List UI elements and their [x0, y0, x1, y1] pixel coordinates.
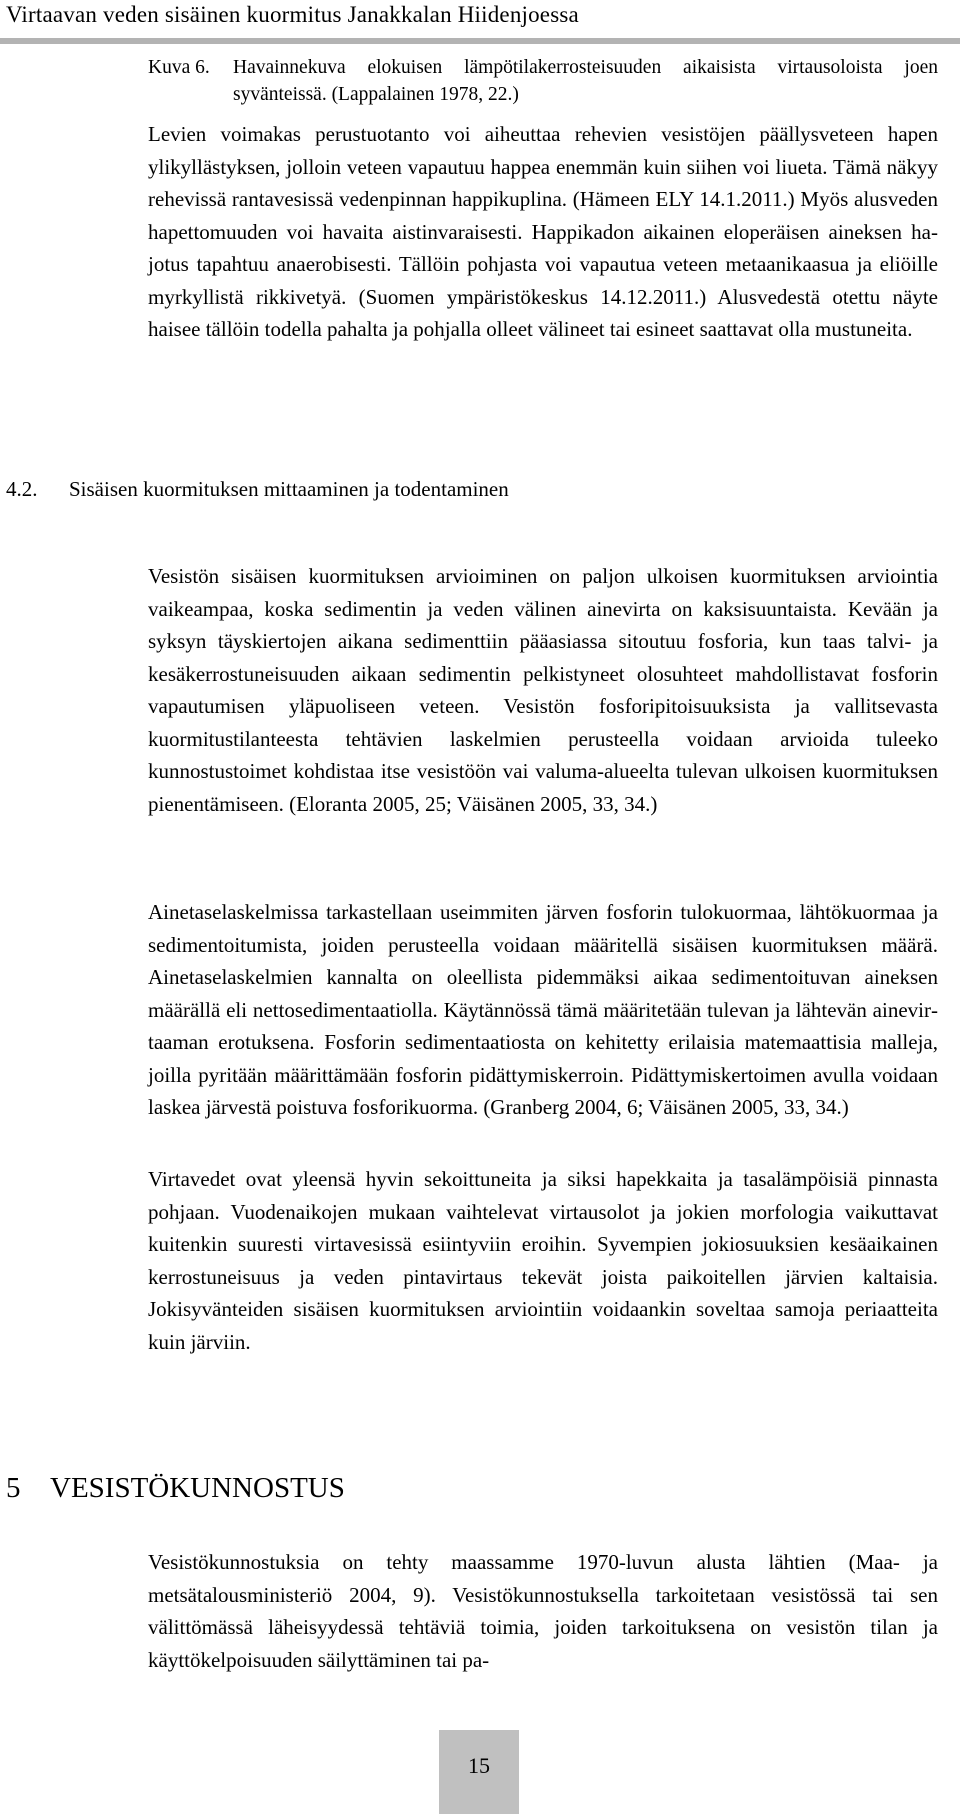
page-number: 15	[439, 1730, 519, 1814]
paragraph-mass-balance: Ainetaselaskelmissa tarkastellaan useimmiten järven fosforin tulokuormaa, lähtökuormaa ja sedimentoitumista, joiden perusteella voidaan määritellä sisäisen kuormituksen määrä. Ainetaselaskelmien kannalta on oleellista pidemmäksi aikaa sedimentoituvan aineksen määrällä eli nettosedimentaatiolla. Käytännössä tämä määritetään tulevan ja lähtevän ainevirtaaman erotuksena. Fosforin sedimentaatiosta on kehitetty erilaisia matemaattisia malleja, joilla pyritään määrittämään fosforin pidättymiskerroin. Pidättymiskertoimen avulla voidaan laskea järvestä poistuva fosforikuorma. (Granberg 2004, 6; Väisänen 2005, 33, 34.)	[148, 900, 938, 1119]
figure-caption-text: Havainnekuva elokuisen lämpötilakerrosteisuuden aikaisista virtausoloista joen syvänteissä. (Lappalainen 1978, 22.)	[233, 57, 938, 105]
running-header	[0, 0, 960, 44]
chapter-number: 5	[6, 1472, 21, 1504]
section-heading-4-2	[6, 474, 509, 504]
figure-caption-label: Kuva 6.	[148, 57, 210, 78]
paragraph-running-waters: Virtavedet ovat yleensä hyvin sekoittuneita ja siksi hapekkaita ja tasalämpöisiä pinnasta pohjaan. Vuodenaikojen mukaan vaihtelevat virtausolot ja jokien morfologia vaikuttavat kuitenkin suuresti virtavesissä esiintyviin eroihin. Syvempien jokiosuuksien kesäaikainen kerrostuneisuus ja veden pintavirtaus tekevät joista paikoitellen järvien kaltaisia. Jokisyvänteiden sisäisen kuormituksen arviointiin voidaankin soveltaa samoja periaatteita kuin järviin.	[148, 1167, 938, 1354]
running-title: Virtaavan veden sisäinen kuormitus Janakkalan Hiidenjoessa	[6, 2, 579, 27]
paragraph-oxygen: Levien voimakas perustuotanto voi aiheuttaa rehevien vesistöjen päällysveteen hapen ylikyllästyksen, jolloin veteen vapautuu happea enemmän kuin siihen voi liueta. Tämä näkyy rehevissä rantavesissä vedenpinnan happikuplina. (Hämeen ELY 14.1.2011.) Myös alusveden hapettomuuden voi havaita aistinvaraisesti. Happikadon aikainen eloperäisen aineksen hajotus tapahtuu anaerobisesti. Tällöin pohjasta voi vapautua veteen metaanikaasua ja eliöille myrkyllistä rikkivetyä. (Suomen ympäristökeskus 14.12.2011.) Alusvedestä otettu näyte haisee tällöin todella pahalta ja pohjalla olleet välineet tai esineet saattavat olla mustuneita.	[148, 122, 938, 341]
paragraph-internal-load-assessment: Vesistön sisäisen kuormituksen arvioiminen on paljon ulkoisen kuormituksen arviointia vaikeampaa, koska sedimentin ja veden välinen ainevirta on kaksisuuntaista. Kevään ja syksyn täyskiertojen aikana sedimenttiin pääasiassa sitoutuu fosforia, kun taas talvi- ja kesäkerrostuneisuuden aikaan sedimentin pelkistyneet olosuhteet mahdollistavat fosforin vapautumisen yläpuoliseen veteen. Vesistön fosforipitoisuuksista ja vallitsevasta kuormitustilanteesta tehtävien laskelmien perusteella voidaan arvioida tuleeko kunnostustoimet kohdistaa itse vesistöön vai valuma-alueelta tulevan ulkoisen kuormituksen pienentämiseen. (Eloranta 2005, 25; Väisänen 2005, 33, 34.)	[148, 564, 938, 816]
chapter-heading-5	[6, 1470, 345, 1506]
figure-caption	[148, 54, 938, 108]
section-number: 4.2.	[6, 477, 38, 501]
section-title: Sisäisen kuormituksen mittaaminen ja todentaminen	[69, 477, 509, 501]
chapter-title: VESISTÖKUNNOSTUS	[50, 1472, 345, 1504]
paragraph-restoration: Vesistökunnostuksia on tehty maassamme 1970-luvun alusta lähtien (Maa- ja metsätalousministeriö 2004, 9). Vesistökunnostuksella tarkoitetaan vesistössä tai sen välittömässä läheisyydessä tehtäviä toimia, joiden tarkoituksena on vesistön tilan ja käyttökelpoisuuden säilyttäminen tai pa-	[148, 1550, 938, 1672]
